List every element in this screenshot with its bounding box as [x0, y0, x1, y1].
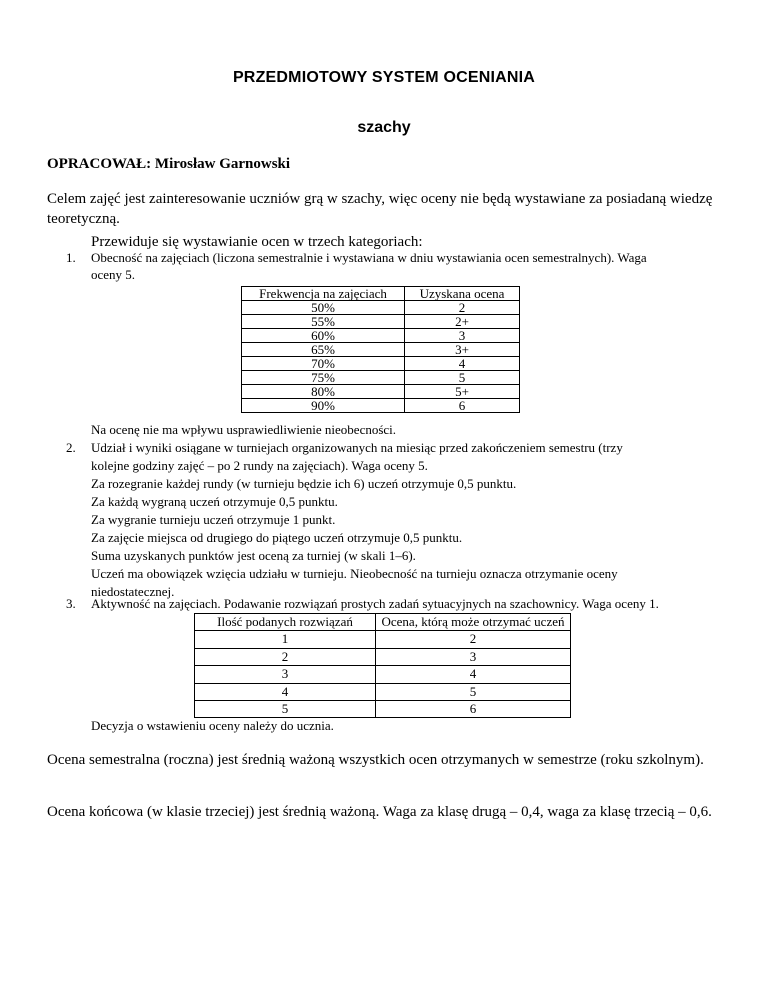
- activity-table-cell: 2: [376, 631, 571, 648]
- item-2-line: Za zajęcie miejsca od drugiego do piątego uczeń otrzymuje 0,5 punktu.: [91, 530, 463, 545]
- item-2-line: Za rozegranie każdej rundy (w turnieju będzie ich 6) uczeń otrzymuje 0,5 punktu.: [91, 476, 517, 491]
- attendance-table-row: [242, 315, 520, 329]
- activity-table-cell: 1: [195, 631, 376, 648]
- item-3-note: Decyzja o wstawieniu oceny należy do ucznia.: [91, 718, 334, 733]
- attendance-table-cell: 60%: [242, 329, 405, 343]
- attendance-table-row: [242, 399, 520, 413]
- activity-table-cell: 5: [195, 701, 376, 718]
- attendance-table-header-cell: Frekwencja na zajęciach: [242, 287, 405, 301]
- attendance-table-cell: 65%: [242, 343, 405, 357]
- activity-table-row: [195, 631, 571, 648]
- attendance-table-row: [242, 343, 520, 357]
- attendance-table-row: [242, 329, 520, 343]
- page-title: PRZEDMIOTOWY SYSTEM OCENIANIA: [232, 69, 536, 86]
- activity-table-row: [195, 666, 571, 683]
- subject-name: szachy: [357, 119, 411, 136]
- attendance-table-cell: 75%: [242, 371, 405, 385]
- attendance-table-cell: 3+: [405, 343, 520, 357]
- attendance-table-row: [242, 301, 520, 315]
- semester-paragraph: Ocena semestralna (roczna) jest średnią ważoną wszystkich ocen otrzymanych w semestrze (roku szkolnym).: [47, 752, 704, 768]
- attendance-table-cell: 2+: [405, 315, 520, 329]
- activity-table-row: [195, 701, 571, 718]
- attendance-table-cell: 6: [405, 399, 520, 413]
- activity-table-cell: 5: [376, 683, 571, 700]
- intro-paragraph: Celem zajęć jest zainteresowanie uczniów grą w szachy, więc oceny nie będą wystawiane za posiadaną wiedzę teoretyczną.: [47, 191, 713, 227]
- activity-table-header-cell: Ilość podanych rozwiązań: [195, 614, 376, 631]
- attendance-table-row: [242, 357, 520, 371]
- activity-table-cell: 6: [376, 701, 571, 718]
- item-3-number: 3.: [66, 596, 76, 611]
- item-2-number: 2.: [66, 440, 76, 455]
- attendance-table-cell: 4: [405, 357, 520, 371]
- activity-table: [194, 613, 571, 718]
- activity-table-row: [195, 683, 571, 700]
- attendance-table-header-row: [242, 287, 520, 301]
- final-paragraph: Ocena końcowa (w klasie trzeciej) jest średnią ważoną. Waga za klasę drugą – 0,4, waga za klasę trzecią – 0,6.: [47, 804, 712, 820]
- item-1-line-1: Obecność na zajęciach (liczona semestralnie i wystawiana w dniu wystawiania ocen semestralnych). Waga: [91, 250, 647, 265]
- activity-table-cell: 3: [376, 648, 571, 665]
- attendance-table-cell: 3: [405, 329, 520, 343]
- attendance-table-cell: 2: [405, 301, 520, 315]
- item-2-line: Uczeń ma obowiązek wzięcia udziału w turnieju. Nieobecność na turnieju oznacza otrzymanie oceny: [91, 566, 618, 581]
- attendance-table-cell: 55%: [242, 315, 405, 329]
- attendance-table-cell: 5+: [405, 385, 520, 399]
- activity-table-cell: 4: [376, 666, 571, 683]
- attendance-table-row: [242, 385, 520, 399]
- item-2-line: Suma uzyskanych punktów jest oceną za turniej (w skali 1–6).: [91, 548, 416, 563]
- attendance-table-header-cell: Uzyskana ocena: [405, 287, 520, 301]
- item-2-line: niedostatecznej.: [91, 584, 175, 599]
- item-3-line-1: Aktywność na zajęciach. Podawanie rozwiązań prostych zadań sytuacyjnych na szachownicy. Waga oceny 1.: [91, 596, 659, 611]
- author-line: OPRACOWAŁ: Mirosław Garnowski: [47, 156, 291, 172]
- item-1-number: 1.: [66, 250, 76, 265]
- attendance-table-cell: 50%: [242, 301, 405, 315]
- attendance-table-cell: 5: [405, 371, 520, 385]
- item-1-line-2: oceny 5.: [91, 267, 136, 282]
- activity-table-cell: 2: [195, 648, 376, 665]
- item-2-line: Za wygranie turnieju uczeń otrzymuje 1 punkt.: [91, 512, 336, 527]
- activity-table-row: [195, 648, 571, 665]
- activity-table-cell: 3: [195, 666, 376, 683]
- item-1-note: Na ocenę nie ma wpływu usprawiedliwienie nieobecności.: [91, 422, 397, 437]
- attendance-table: [241, 286, 520, 413]
- attendance-table-row: [242, 371, 520, 385]
- attendance-table-cell: 70%: [242, 357, 405, 371]
- activity-table-cell: 4: [195, 683, 376, 700]
- item-2-line: Udział i wyniki osiągane w turniejach organizowanych na miesiąc przed zakończeniem semestru (trzy: [91, 440, 623, 455]
- activity-table-header-cell: Ocena, którą może otrzymać uczeń: [376, 614, 571, 631]
- categories-intro: Przewiduje się wystawianie ocen w trzech kategoriach:: [91, 234, 423, 250]
- attendance-table-cell: 80%: [242, 385, 405, 399]
- item-2-line: Za każdą wygraną uczeń otrzymuje 0,5 punktu.: [91, 494, 338, 509]
- item-2-line: kolejne godziny zajęć – po 2 rundy na zajęciach). Waga oceny 5.: [91, 458, 428, 473]
- attendance-table-cell: 90%: [242, 399, 405, 413]
- activity-table-header-row: [195, 614, 571, 631]
